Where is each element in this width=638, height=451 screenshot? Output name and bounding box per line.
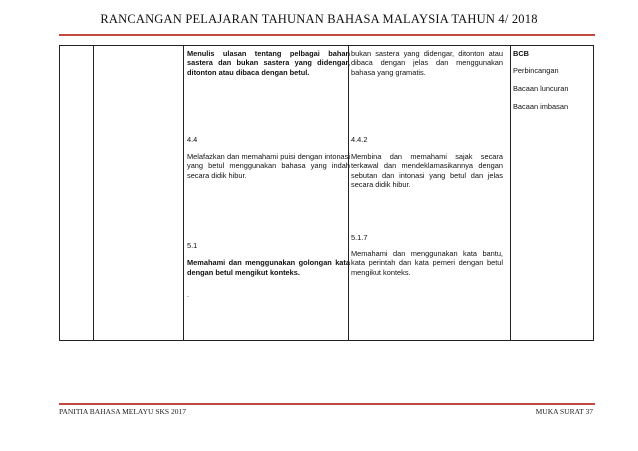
learning-standard-text-2: Memahami dan menggunakan kata bantu, kata perintah dan kata pemeri dengan betul mengikut konteks. xyxy=(351,249,503,277)
notes-item: Bacaan imbasan xyxy=(513,102,569,111)
footer-label: PANITIA BAHASA MELAYU SKS 2017 xyxy=(59,407,186,416)
column-divider-1 xyxy=(93,46,94,340)
content-standard-intro: Menulis ulasan tentang pelbagai bahan sastera dan bukan sastera yang didengar, ditonton atau dibaca dengan betul. xyxy=(187,49,350,77)
footer-divider xyxy=(59,403,595,405)
content-standard-dot: . xyxy=(187,290,190,299)
column-divider-4 xyxy=(510,46,511,340)
notes-item: Bacaan luncuran xyxy=(513,84,569,93)
column-divider-2 xyxy=(183,46,184,340)
content-standard-text-1: Melafazkan dan memahami puisi dengan intonasi yang betul menggunakan bahasa yang indah secara didik hibur. xyxy=(187,152,350,180)
learning-standard-code-1: 4.4.2 xyxy=(351,135,368,144)
lesson-plan-table xyxy=(59,45,594,341)
page-number: MUKA SURAT 37 xyxy=(535,407,593,416)
learning-standard-intro: bukan sastera yang didengar, ditonton atau dibaca dengan jelas dan menggunakan bahasa yang gramatis. xyxy=(351,49,503,77)
header-divider xyxy=(59,34,595,36)
content-standard-text-2: Memahami dan menggunakan golongan kata dengan betul mengikut konteks. xyxy=(187,258,350,277)
page-title: RANCANGAN PELAJARAN TAHUNAN BAHASA MALAYSIA TAHUN 4/ 2018 xyxy=(100,12,538,26)
notes-title: BCB xyxy=(513,49,530,58)
content-standard-code-2: 5.1 xyxy=(187,241,198,250)
learning-standard-text-1: Membina dan memahami sajak secara terkawal dan mendeklamasikannya dengan sebutan dan intonasi yang betul dan jelas secara didik hibur. xyxy=(351,152,503,189)
notes-item: Perbincangan xyxy=(513,66,559,75)
content-standard-code-1: 4.4 xyxy=(187,135,198,144)
learning-standard-code-2: 5.1.7 xyxy=(351,233,368,242)
